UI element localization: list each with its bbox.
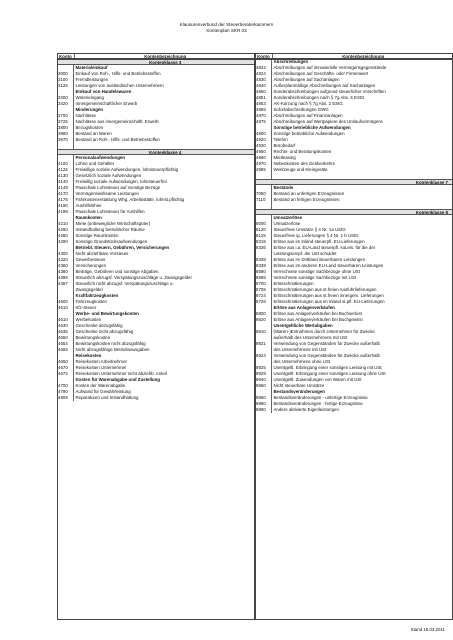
account-number [58, 60, 75, 64]
account-number: 4175 [57, 197, 74, 203]
account-number: 8120 [255, 227, 272, 233]
account-label: des Unternehmens mit USt [273, 347, 327, 352]
account-label: Miete (unbewegliche Wirtschaftsgüter) [75, 221, 151, 226]
account-number: 8990 [255, 407, 272, 413]
account-label: des Unternehmens ohne USt [273, 359, 331, 364]
account-label: Nachlässe [75, 113, 96, 118]
account-label: Sonstige Raumkosten [75, 233, 119, 238]
account-label: Abschreibungen [273, 59, 309, 64]
account-label: Verrechnete sonstige Sachbezüge ohne USt [273, 269, 360, 274]
account-label: Verwendung von Gegenständen für Zwecke außerhalb [273, 341, 380, 346]
account-number [255, 173, 272, 179]
account-label: Rechts- und Beratungskosten [273, 149, 332, 154]
document-header-line1: Klausurenverbund der Steuerberaterkammern [179, 22, 274, 27]
account-number: 8800 [255, 311, 272, 317]
account-label: Nachlässe aus innergemeinschaftl. Erwerb [75, 119, 159, 124]
account-number: 8000 [255, 221, 272, 227]
account-label: Unentgeltliche Wertabgaben [273, 323, 333, 328]
account-label: Kraftfahrzeugkosten [75, 293, 119, 298]
account-number: 8336 [255, 245, 272, 251]
account-number: 4199 [57, 209, 74, 215]
account-label: Kontenklasse 7 [415, 180, 448, 184]
account-label: Sofortabschreibungen GWG [273, 107, 329, 112]
account-number: 3970 [57, 137, 74, 143]
account-number: 8726 [255, 299, 272, 305]
account-label: Nebenkosten des Geldverkehrs [273, 161, 336, 166]
account-label: Kfz-Steuer [75, 305, 97, 310]
account-label: Gewerbesteuer [75, 257, 106, 262]
account-number: 3000 [57, 71, 74, 77]
account-number: 8700 [255, 281, 272, 287]
account-label: Erlöse aus i.a. EU-Land steuerpfl. soLeis. für die der [273, 245, 376, 250]
account-label: Erlöse aus Anlagenverkäufen bei Buchgewinn [273, 317, 363, 322]
account-label: Fahrkostenerstattung Whg. Arbeitsstätte, lohnst.pflichtig [75, 197, 185, 202]
account-label: Geschenke nicht abzugsfähig [75, 329, 134, 334]
account-label: Bewirtungskosten nicht abzugsfähig [75, 341, 146, 346]
account-row [255, 173, 453, 179]
account-number: 4500 [57, 299, 74, 305]
account-number: 4170 [57, 191, 74, 197]
left-rows [57, 59, 255, 401]
account-label: Werbekosten [75, 317, 102, 322]
account-label: Abschreibungen auf Geschäfts- oder Firmenwert [273, 71, 369, 76]
account-label: Pauschale Lohnsteuer auf sonstige Bezüge [75, 185, 161, 190]
account-label: Personalaufwendungen [75, 155, 126, 160]
account-number: 8338 [255, 257, 272, 263]
konto-header: Konto [256, 54, 273, 58]
right-column [255, 53, 453, 413]
account-number: 4650 [57, 335, 74, 341]
account-number: 8315 [255, 239, 272, 245]
account-number: 4855 [255, 107, 272, 113]
account-label [272, 203, 453, 209]
account-number: 4510 [57, 305, 74, 311]
account-label: Erlösschmälerungen aus st.freien innergem. Lieferungen [273, 293, 384, 298]
account-number: 4660 [57, 359, 74, 365]
account-number: 8910 [255, 329, 272, 335]
account-number: 4920 [255, 137, 272, 143]
account-number: 4635 [57, 329, 74, 335]
account-number: 4851 [255, 95, 272, 101]
account-number: 8929 [255, 371, 272, 377]
account-number: 4280 [57, 233, 74, 239]
account-label: Erlösschmälerungen [273, 281, 314, 286]
account-number: 4130 [57, 173, 74, 179]
account-label: Reisekosten [75, 353, 102, 358]
account-label: Wareneingang [75, 95, 104, 100]
account-label: Instandhaltung betrieblicher Räume [75, 227, 145, 232]
account-row [57, 143, 255, 149]
account-number: 4830 [255, 77, 272, 83]
account-row [255, 203, 453, 209]
account-label: Steuerlich abzugsf. Verspätungszuschläge u. Zwangsgelder [75, 275, 192, 280]
account-label: Erlöse aus im Inland steuerpfl. EU-Lieferungen [273, 239, 365, 244]
account-label: Minderungen [75, 107, 104, 112]
account-label: Betriebl. Steuern, Gebühren, Versicherungen [75, 245, 170, 250]
account-label: Abschreibungen auf Wertpapiere des Umlaufvermögens [273, 119, 383, 124]
account-number: 4950 [255, 149, 272, 155]
account-label: Reparaturen und Instandhaltung [75, 395, 139, 400]
stand-date: Stand 18.03.2011 [410, 627, 445, 632]
account-number: 4985 [255, 167, 272, 173]
account-label: Steuerlich nicht abzugsf. Verspätungszuschläge u. [75, 281, 174, 286]
account-label: Abschreibungen auf Finanzanlagen [273, 113, 343, 118]
account-label: Umsatzerlöse [273, 221, 301, 226]
account-number: 8940 [255, 377, 272, 383]
account-label: Kontenklasse 4 [149, 150, 182, 154]
account-number: 3100 [57, 77, 74, 83]
account-label: Fahrzeugkosten [75, 299, 107, 304]
account-number: 4260 [57, 227, 74, 233]
account-label: Bestand an unfertigen Erzeugnissen [273, 191, 345, 196]
account-label: Kosten der Warenabgabe [75, 383, 126, 388]
account-label: außerhalb des Unternehmens mit USt [273, 335, 348, 340]
account-label: Freiwillig soziale Aufwendungen, lohnsteuerfrei [75, 179, 167, 184]
account-label: Gesetzlich soziale Aufwendungen [75, 173, 142, 178]
account-row [255, 407, 453, 413]
account-label: Erlöse aus im anderen EU-Land steuerbaren Leistungen [273, 263, 384, 268]
account-number: 4790 [57, 389, 74, 395]
account-number: 4360 [57, 263, 74, 269]
account-label: Andere aktivierte Eigenleistungen [273, 407, 339, 412]
account-number: 7050 [255, 191, 272, 197]
account-number: 3200 [57, 95, 74, 101]
account-label: Bewirtungskosten [75, 335, 111, 340]
account-label: Sonderabschreibungen aufgrund steuerlicher Vorschriften [273, 89, 386, 94]
account-label: Einkauf von Roh-, Hilfs- und Betriebsstoffen [75, 71, 161, 76]
account-number: 3800 [57, 125, 74, 131]
account-label: Leistungen von ausländischen Unternehmern [75, 83, 164, 88]
account-label: Bestandsveränderungen - fertige Erzeugnisse [273, 401, 363, 406]
account-label: Geschenke abzugsfähig [75, 323, 123, 328]
account-label: Nicht steuerbare Umsätze [273, 383, 325, 388]
account-label: Vermögenswirksame Leistungen [75, 191, 139, 196]
account-label: Umsatzerlöse [273, 215, 303, 220]
account-label: Unentgeltl. Erbringung einer sonstigen Leistung mit USt [273, 365, 382, 370]
account-label: Pauschale Lohnsteuer für Aushilfen [75, 209, 145, 214]
account-label: Aushilfslöhne [75, 203, 102, 208]
account-number: 4670 [57, 365, 74, 371]
account-label: Bestand an Roh-, Hilfs- und Betriebsstoffen [75, 137, 160, 142]
account-label: Bestände [273, 185, 294, 190]
account-label: Bestandsveränderungen - unfertige Erzeugnisse [273, 395, 368, 400]
account-label: Raumkosten [75, 215, 102, 220]
bezeichnung-header: Kontenbezeichnung [144, 54, 187, 58]
account-label [272, 173, 453, 179]
account-number: 4290 [57, 239, 74, 245]
account-label: Erlösschmälerungen aus st.freien Ausfuhrlieferungen [273, 287, 377, 292]
account-number: 4140 [57, 179, 74, 185]
account-number: 4930 [255, 143, 272, 149]
account-number: 4396 [57, 275, 74, 281]
account-label: Steuerfreie ig. Lieferungen § 4 Nr. 1 b UStG [273, 233, 359, 238]
account-label: Verwendung von Gegenständen für Zwecke außerhalb [273, 353, 380, 358]
document-header-line2: Kontenplan SKR 03 [206, 28, 247, 33]
account-number: 8705 [255, 287, 272, 293]
account-number: 4190 [57, 203, 74, 209]
account-number: 8580 [255, 269, 272, 275]
account-number: 4672 [57, 371, 74, 377]
account-label: Kontenklasse 8 [415, 210, 448, 214]
account-number: 8980 [255, 401, 272, 407]
account-number: 4960 [255, 155, 272, 161]
account-label: Erlöse aus im Drittland steuerbaren Leistungen [273, 257, 366, 262]
account-label: Aufwand für Gewährleistung [75, 389, 131, 394]
account-number: 8924 [255, 353, 272, 359]
account-label: Sonderabschreibungen nach § 7g Abs. 5 EStG [273, 95, 365, 100]
account-label: Bestandsveränderungen [273, 389, 325, 394]
account-number: 4824 [255, 71, 272, 77]
account-number: 4300 [57, 251, 74, 257]
account-number: 8820 [255, 317, 272, 323]
account-label: Nicht abzugsfähige Betriebsausgaben [75, 347, 150, 352]
account-number [255, 203, 272, 209]
account-number: 4870 [255, 113, 272, 119]
account-label: Reisekosten Arbeitnehmer [75, 359, 127, 364]
account-number: 3960 [57, 131, 74, 137]
account-label: Steuerfreie Umsätze § 4 Nr. 1a UStG [273, 227, 346, 232]
account-number [58, 150, 75, 154]
account-number: 4654 [57, 341, 74, 347]
account-number: 4630 [57, 323, 74, 329]
konto-header: Konto [58, 54, 75, 58]
account-label: Telefon [273, 137, 288, 142]
account-number: 4610 [57, 317, 74, 323]
account-number: 8921 [255, 341, 272, 347]
account-label: Nicht abziehbare Vorsteuer [75, 251, 129, 256]
account-number: 4850 [255, 89, 272, 95]
account-label: Sonstige betriebliche Aufwendungen [273, 125, 351, 130]
account-number: 4125 [57, 167, 74, 173]
account-number: 3420 [57, 101, 74, 107]
account-number: 4655 [57, 347, 74, 353]
left-column [57, 53, 255, 401]
account-number: 8960 [255, 395, 272, 401]
account-number: 8950 [255, 383, 272, 389]
account-number: 4149 [57, 185, 74, 191]
account-label: Kontenklasse 3 [149, 60, 182, 64]
account-number [256, 210, 273, 214]
account-label: Erlöse aus Anlagenverkäufen bei Buchverlust [273, 311, 362, 316]
account-number: 8125 [255, 233, 272, 239]
account-label: Abschreibungen auf Sachanlagen [273, 77, 340, 82]
bezeichnung-header: Kontenbezeichnung [342, 54, 385, 58]
account-label: Außerplanmäßige Abschreibungen auf Sachanlagen [273, 83, 376, 88]
account-label: Reisekosten Unternehmer nicht abziehb. Anteil [75, 371, 167, 376]
account-number: 4700 [57, 383, 74, 389]
account-number: 3125 [57, 83, 74, 89]
account-label: Bürobedarf [273, 143, 296, 148]
account-label: Erlösschmälerungen aus im Inland st.pfl. EU-Lieferungen [273, 299, 385, 304]
account-label: Verrechnete sonstige Sachbezüge mit USt [273, 275, 356, 280]
account-number: 4320 [57, 257, 74, 263]
account-number: 8724 [255, 293, 272, 299]
account-row [57, 395, 255, 401]
account-number: 3700 [57, 113, 74, 119]
account-label: Reisekosten Unternehmer [75, 365, 127, 370]
account-label: Bestand an Waren [75, 131, 112, 136]
account-label: Bestand an fertigen Erzeugnissen [273, 197, 340, 202]
account-label: Innergemeinschaftlicher Erwerb [75, 101, 138, 106]
account-number: 7110 [255, 197, 272, 203]
account-label: Abschreibungen auf immaterielle Vermögensgegenstände [273, 65, 387, 70]
account-label: Leistungsempf. die USt schuldet [273, 251, 337, 256]
account-number [57, 143, 74, 149]
account-number: 3725 [57, 119, 74, 125]
account-label: Sonstige Grundstücksaufwendungen [75, 239, 148, 244]
account-number: 4380 [57, 269, 74, 275]
account-label: Materialeinkauf [75, 65, 108, 70]
account-number: 4840 [255, 83, 272, 89]
account-number: 4397 [57, 281, 74, 287]
account-label: Sonstige betriebliche Aufwendungen [273, 131, 345, 136]
account-label: Bezugskosten [75, 125, 104, 130]
account-label: Beiträge, Gebühren und sonstige Abgaben [75, 269, 159, 274]
account-number: 8925 [255, 365, 272, 371]
account-number: 4809 [57, 395, 74, 401]
account-label: Werkzeuge und Kleingeräte [273, 167, 328, 172]
account-number: 8339 [255, 263, 272, 269]
account-label: Werbe- und Bewirtungskosten [75, 311, 139, 316]
account-label: Erlöse aus Anlagenverkäufen [273, 305, 335, 310]
account-number: 4970 [255, 161, 272, 167]
account-number: 8595 [255, 275, 272, 281]
account-number: 4822 [255, 65, 272, 71]
account-label: Fremdleistungen [75, 77, 109, 82]
account-label: Mietleasing [273, 155, 296, 160]
account-number: 4875 [255, 119, 272, 125]
account-label: Versicherungen [75, 263, 107, 268]
account-label: Einkauf von Handelswaren [75, 89, 132, 94]
account-label: Löhne und Gehälter [75, 161, 115, 166]
account-label: Zwangsgelder [75, 287, 104, 292]
account-label: Unentgeltl. Zuwendungen von Waren mit USt [273, 377, 362, 382]
account-number [256, 180, 273, 184]
account-label: Kosten für Warenabgabe und Zustellung [75, 377, 160, 382]
account-number: 4100 [57, 161, 74, 167]
account-number: 4210 [57, 221, 74, 227]
account-number: 4853 [255, 101, 272, 107]
account-label: (Waren-)Entnahmen durch Unternehmer für Zwecke [273, 329, 375, 334]
account-label: Unentgeltl. Erbringung einer sonstigen Leistung ohne USt [273, 371, 386, 376]
right-rows [255, 59, 453, 413]
account-label: AK-Kürzung nach § 7g Abs. 2 EStG [273, 101, 343, 106]
account-label: Freiwillige soziale Aufwendungen, lohnsteuerpflichtig [75, 167, 179, 172]
account-label [74, 143, 255, 149]
account-number: 4900 [255, 131, 272, 137]
